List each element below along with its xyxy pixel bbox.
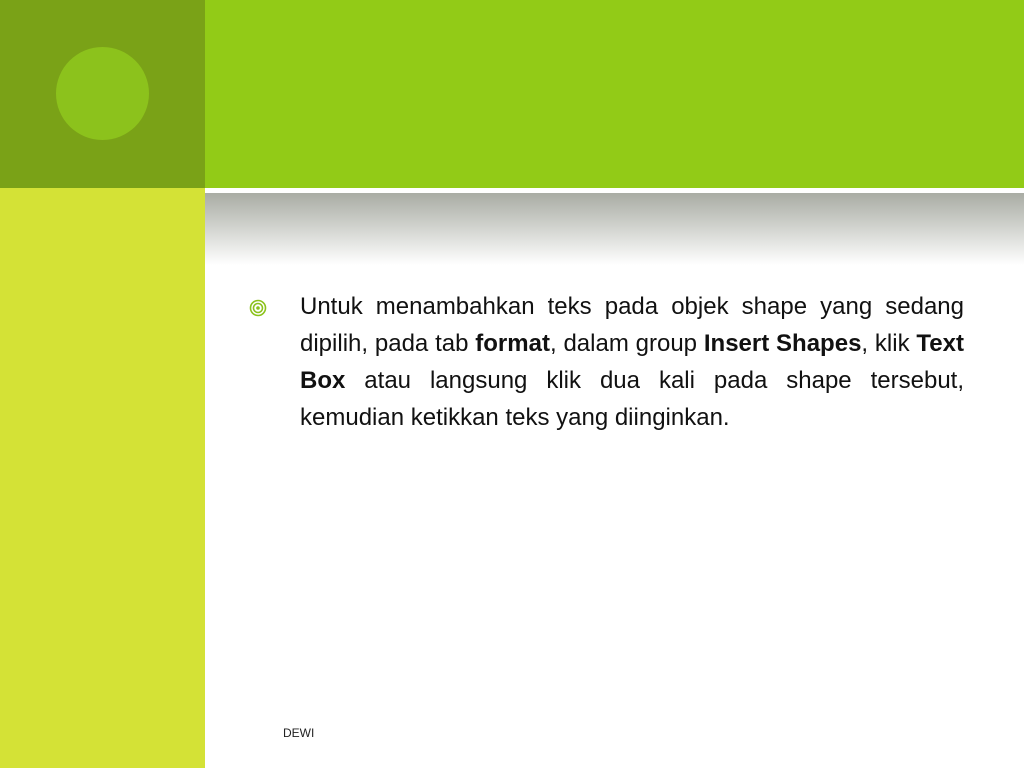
concentric-circle-bullet-icon bbox=[248, 298, 268, 318]
bold-term: Insert Shapes bbox=[703, 330, 862, 357]
text-segment: , dalam group bbox=[549, 330, 704, 357]
text-segment: , klik bbox=[861, 330, 917, 357]
bullet-text bbox=[300, 288, 964, 436]
bullet-item bbox=[248, 288, 964, 436]
slide-content bbox=[248, 288, 964, 436]
text-segment: Untuk menambahkan teks pada objek shape yang sedang dipilih, pada tab bbox=[300, 293, 964, 357]
text-segment: atau langsung klik dua kali pada shape tersebut, kemudian ketikkan teks yang diinginkan. bbox=[300, 367, 964, 431]
decorative-circle bbox=[56, 47, 149, 140]
bold-term: format bbox=[475, 330, 550, 357]
header-band bbox=[205, 0, 1024, 188]
footer-text: DEWI bbox=[283, 726, 315, 740]
header-shadow-gradient bbox=[205, 193, 1024, 265]
bold-term: Text Box bbox=[300, 330, 964, 394]
